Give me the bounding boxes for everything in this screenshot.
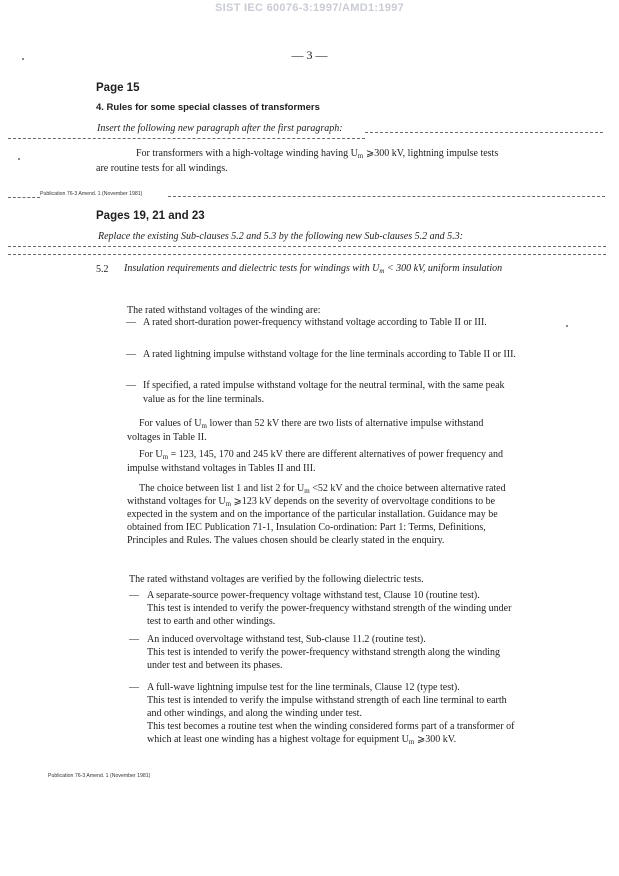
- dashed-rule: [8, 254, 606, 255]
- new-paragraph-line: are routine tests for all windings.: [96, 163, 228, 174]
- paragraph-line: Principles and Rules. The values chosen should be clearly stated in the enquiry.: [127, 535, 445, 546]
- dashed-rule: [365, 132, 603, 133]
- list-item: A rated short-duration power-frequency withstand voltage according to Table II or III.: [143, 317, 487, 328]
- dashed-rule: [8, 197, 40, 198]
- page-number: — 3 —: [291, 48, 328, 62]
- new-paragraph-line: For transformers with a high-voltage winding having $U_m$ ⩾300 kV, lightning impulse tests: [136, 148, 499, 160]
- list-dash: —: [129, 682, 139, 693]
- test-item-description: which at least one winding has a highest voltage for equipment $U_m$ ⩾300 kV.: [147, 734, 457, 746]
- paragraph-line: The choice between list 1 and list 2 for $U_m <52$ kV and the choice between alternative rated: [139, 483, 506, 495]
- list-item: A rated lightning impulse withstand voltage for the line terminals according to Table II or III.: [143, 349, 516, 360]
- list-dash: —: [126, 380, 136, 391]
- paragraph-line: impulse withstand voltages in Tables II and III.: [127, 463, 316, 474]
- watermark: SIST IEC 60076-3:1997/AMD1:1997: [214, 2, 405, 14]
- test-item-description: test to earth and other windings.: [147, 616, 276, 627]
- replace-instruction: Replace the existing Sub-clauses 5.2 and 5.3 by the following new Sub-clauses 5.2 and 5.3:: [98, 231, 463, 242]
- page-footer: Publication 76-3 Amend. 1 (November 1981): [48, 773, 151, 779]
- test-item: A separate-source power-frequency voltage withstand test, Clause 10 (routine test).: [147, 590, 480, 601]
- list-dash: —: [129, 590, 139, 601]
- subclause-number: 5.2: [96, 264, 109, 275]
- clause-heading: 4. Rules for some special classes of transformers: [96, 102, 320, 113]
- margin-mark: [18, 158, 20, 160]
- page-heading-15: Page 15: [96, 82, 140, 94]
- verified-intro: The rated withstand voltages are verified by the following dielectric tests.: [129, 574, 424, 585]
- list-item: If specified, a rated impulse withstand voltage for the neutral terminal, with the same peak: [143, 380, 505, 391]
- paragraph-line: voltages in Table II.: [127, 432, 207, 443]
- paragraph-line: withstand voltages for $U_m$ ⩾123 kV depends on the severity of overvoltage conditions to be: [127, 496, 496, 508]
- test-item-description: and other windings, and along the winding under test.: [147, 708, 362, 719]
- list-dash: —: [126, 349, 136, 360]
- test-item-description: This test becomes a routine test when the winding considered forms part of a transformer of: [147, 721, 515, 732]
- paragraph-line: For values of $U_m$ lower than 52 kV there are two lists of alternative impulse withstand: [139, 418, 484, 430]
- test-item-description: This test is intended to verify the impulse withstand strength of each line terminal to earth: [147, 695, 507, 706]
- rated-intro: The rated withstand voltages of the winding are:: [127, 305, 321, 316]
- page-heading-19-21-23: Pages 19, 21 and 23: [96, 210, 205, 222]
- paragraph-line: For $U_m = 123$, 145, 170 and 245 kV there are different alternatives of power frequency and: [139, 449, 503, 461]
- dashed-rule: [8, 246, 606, 247]
- test-item: A full-wave lightning impulse test for the line terminals, Clause 12 (type test).: [147, 682, 460, 693]
- dashed-rule: [8, 138, 365, 139]
- footer-reference: Publication 76-3 Amend. 1 (November 1981): [40, 191, 143, 197]
- paragraph-line: expected in the system and on the importance of the particular installation. Guidance may be: [127, 509, 498, 520]
- test-item-description: This test is intended to verify the power-frequency withstand strength of the winding under: [147, 603, 512, 614]
- dashed-rule: [168, 196, 605, 197]
- margin-mark: [22, 58, 24, 60]
- list-dash: —: [126, 317, 136, 328]
- list-dash: —: [129, 634, 139, 645]
- subclause-title: Insulation requirements and dielectric tests for windings with $U_m < 300$ kV, uniform insulation: [124, 263, 503, 275]
- insert-instruction: Insert the following new paragraph after the first paragraph:: [97, 123, 343, 134]
- list-item-continued: value as for the line terminals.: [143, 394, 265, 405]
- paragraph-line: obtained from IEC Publication 71-1, Insulation Co-ordination: Part 1: Terms, Definitions,: [127, 522, 486, 533]
- test-item-description: under test and between its phases.: [147, 660, 283, 671]
- test-item: An induced overvoltage withstand test, Sub-clause 11.2 (routine test).: [147, 634, 426, 645]
- margin-mark: [566, 325, 568, 327]
- test-item-description: This test is intended to verify the power-frequency withstand strength along the winding: [147, 647, 501, 658]
